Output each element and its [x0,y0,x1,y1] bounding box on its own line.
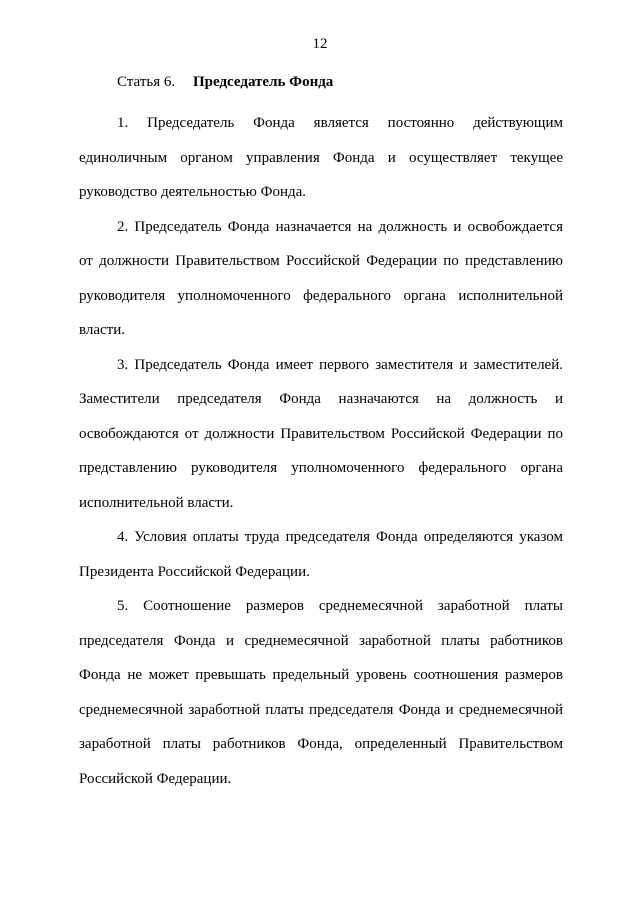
article-heading [79,70,563,94]
paragraph-4: 4. Условия оплаты труда председателя Фонда определяются указом Президента Российской Федерации. [79,529,563,580]
paragraph-3: 3. Председатель Фонда имеет первого заместителя и заместителей. Заместители председателя Фонда назначаются на должность и освобождаются от должности Правительством Российской Федерации по представлению руководителя уполномоченного федерального органа исполнительной власти. [79,356,563,511]
page-number: 12 [312,36,328,52]
document-body [79,70,563,796]
article-label: Статья 6. [117,74,176,90]
article-title: Председатель Фонда [193,74,334,90]
paragraph-2: 2. Председатель Фонда назначается на должность и освобождается от должности Правительством Российской Федерации по представлению руководителя уполномоченного федерального органа исполнительной власти. [79,218,563,338]
paragraph-1: 1. Председатель Фонда является постоянно действующим единоличным органом управления Фонда и осуществляет текущее руководство деятельностью Фонда. [79,115,563,200]
paragraph-5: 5. Соотношение размеров среднемесячной заработной платы председателя Фонда и среднемесячной заработной платы работников Фонда не может превышать предельный уровень соотношения размеров среднемесячной заработной платы председателя Фонда и среднемесячной заработной платы работников Фонда, определенный Правительством Российской Федерации. [79,598,563,787]
